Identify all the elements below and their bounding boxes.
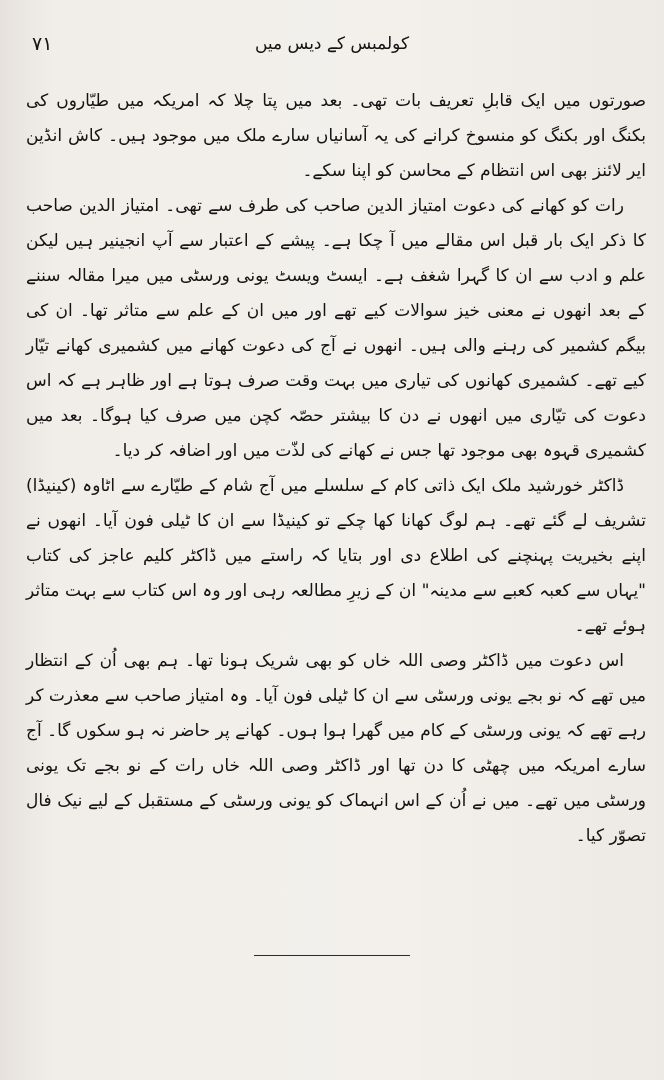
page-number: ۷۱ <box>32 33 53 55</box>
section-separator-line <box>254 955 410 956</box>
running-title: کولمبس کے دیس میں <box>254 34 410 54</box>
paragraph: صورتوں میں ایک قابلِ تعریف بات تھی۔ بعد میں پتا چلا کہ امریکہ میں طیّاروں کی بکنگ اور بکنگ کو منسوخ کرانے کی یہ آسانیاں سارے ملک میں موجود ہیں۔ کاش انڈین ایر لائنز بھی اس انتظام کے محاسن کو اپنا سکے۔ <box>26 91 646 181</box>
page-body-text <box>26 84 646 854</box>
running-header <box>0 30 664 70</box>
paragraph: رات کو کھانے کی دعوت امتیاز الدین صاحب کی طرف سے تھی۔ امتیاز الدین صاحب کا ذکر ایک بار قبل اس مقالے میں آ چکا ہے۔ پیشے کے اعتبار سے آپ انجینیر ہیں لیکن علم و ادب سے ان کا گہرا شغف ہے۔ ایسٹ ویسٹ یونی ورسٹی میں میرا مقالہ سننے کے بعد انھوں نے معنی خیز سوالات کیے تھے اور میں ان کے علم سے متاثر تھا۔ ان کی بیگم کشمیر کی رہنے والی ہیں۔ انھوں نے آج کی دعوت کھانے میں کشمیری کھانے تیّار کیے تھے۔ کشمیری کھانوں کی تیاری میں بہت وقت صرف ہوتا ہے اور ظاہر ہے کہ اس دعوت کی تیّاری میں انھوں نے دن کا بیشتر حصّہ کچن میں صرف کیا ہوگا۔ بعد میں کشمیری قہوہ بھی موجود تھا جس نے کھانے کی لذّت میں اور اضافہ کر دیا۔ <box>26 196 646 461</box>
paragraph: اس دعوت میں ڈاکٹر وصی اللہ خاں کو بھی شریک ہونا تھا۔ ہم بھی اُن کے انتظار میں تھے کہ نو بجے یونی ورسٹی سے ان کا ٹیلی فون آیا۔ وہ امتیاز صاحب سے معذرت کر رہے تھے کہ یونی ورسٹی کے کام میں گھرا ہوا ہوں۔ کھانے پر حاضر نہ ہو سکوں گا۔ آج سارے امریکہ میں چھٹی کا دن تھا اور ڈاکٹر وصی اللہ خاں رات کے نو بجے تک یونی ورسٹی میں تھے۔ میں نے اُن کے اس انہماک کو یونی ورسٹی کے مستقبل کے لیے نیک فال تصوّر کیا۔ <box>26 651 646 846</box>
paragraph: ڈاکٹر خورشید ملک ایک ذاتی کام کے سلسلے میں آج شام کے طیّارے سے اٹاوہ (کینیڈا) تشریف لے گئے تھے۔ ہم لوگ کھانا کھا چکے تو کینیڈا سے ان کا ٹیلی فون آیا۔ انھوں نے اپنے بخیریت پہنچنے کی اطلاع دی اور بتایا کہ راستے میں ڈاکٹر کلیم عاجز کی کتاب "یہاں سے کعبہ کعبے سے مدینہ" ان کے زیرِ مطالعہ رہی اور وہ اس کتاب سے بہت متاثر ہوئے تھے۔ <box>26 476 646 636</box>
